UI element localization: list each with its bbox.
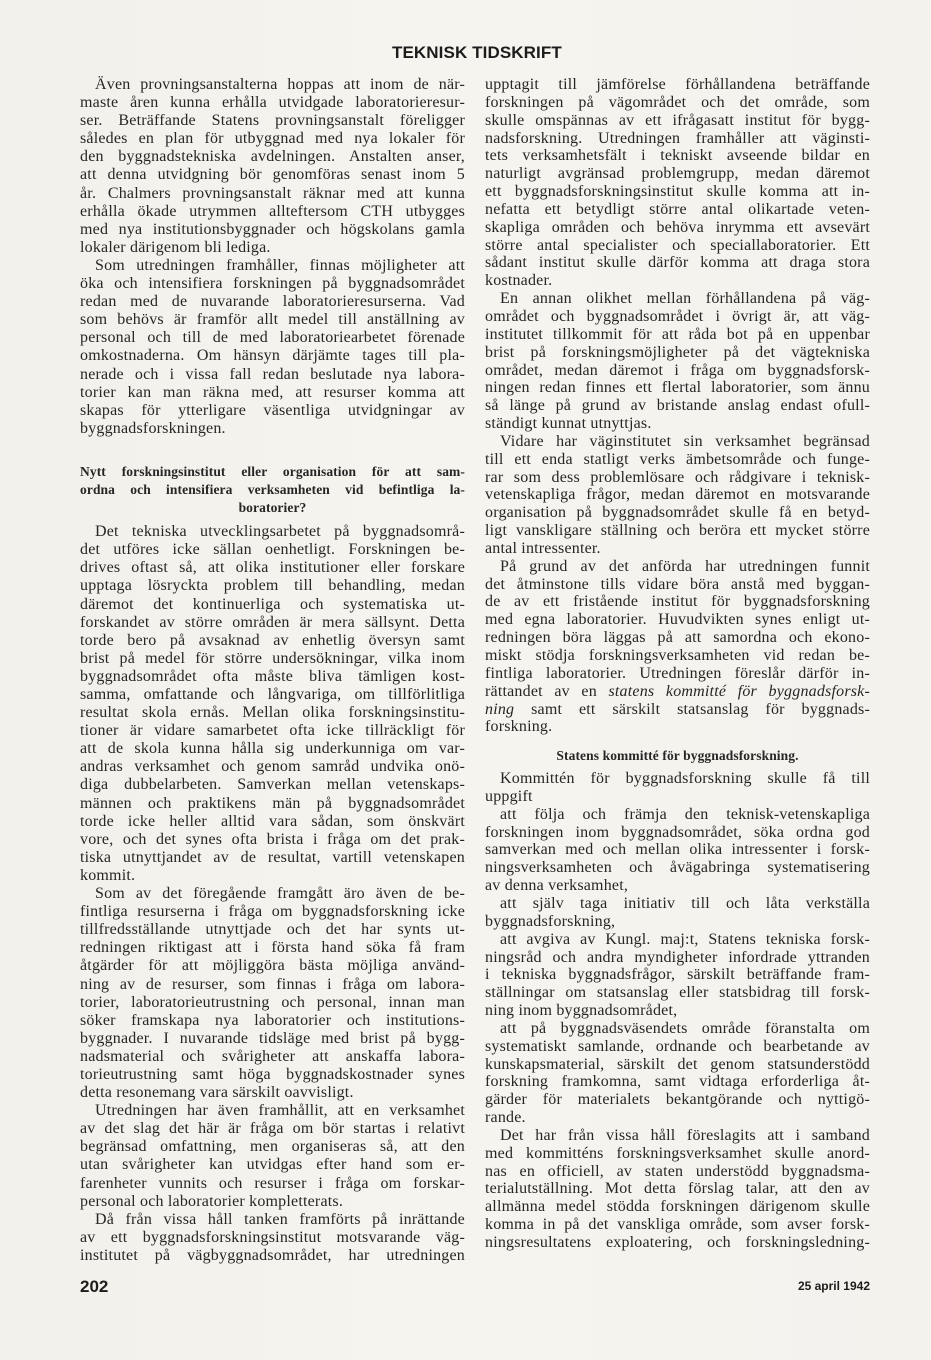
text-line: torde bero på avsaknad av enhetlig översyn samt bbox=[80, 631, 465, 649]
italic-text: ning bbox=[485, 700, 515, 718]
heading-line: boratorier? bbox=[238, 500, 307, 516]
text-line: resultat skola ernås. Mellan olika forskningsinstitu- bbox=[80, 704, 465, 722]
text-line: tillfredsställande utnyttjade och det har synts ut- bbox=[80, 921, 465, 939]
paragraph bbox=[80, 1102, 465, 1211]
text-line: till ett enda statligt verks ämbetsområde och funge- bbox=[485, 450, 870, 468]
text-line: torier kan man räkna med, att resurser komma att bbox=[80, 383, 465, 401]
text-line: fintliga laboratorier. Utredningen föreslår därför in- bbox=[485, 664, 870, 682]
text-line: sådant institut skulle därför komma att draga stora bbox=[485, 254, 870, 272]
text-line: ser. Beträffande Statens provningsanstalt föreligger bbox=[80, 112, 465, 130]
text-line: forskning. bbox=[485, 718, 553, 736]
text-line: tioner är vidare samarbetet ofta icke tillräckligt för bbox=[80, 722, 465, 740]
text-line: skulle omspännas av ett ifrågasatt institut för bygg- bbox=[485, 111, 870, 129]
text-line: nas en officiell, av staten understödd byggnadsma- bbox=[485, 1162, 870, 1180]
text-line: vetenskapliga frågor, medan däremot en motsvarande bbox=[485, 486, 870, 504]
text-line: söker framskapa nya laboratorier och institutions- bbox=[80, 1011, 465, 1029]
column-left bbox=[80, 76, 465, 1265]
text-line: av denna verksamhet, bbox=[485, 877, 629, 895]
text-line: Det har från vissa håll föreslagits att i samband bbox=[500, 1126, 870, 1144]
text-line: miskt stödja forskningsverksamheten vid redan be- bbox=[485, 647, 870, 664]
text-line: begränsad omfattning, men organiseras så, att den bbox=[80, 1138, 465, 1156]
text-segment: rättandet av en bbox=[485, 682, 609, 700]
text-line: tiska utnyttjandet av de resultat, vartill vetenskapen bbox=[80, 848, 465, 866]
text-line: upptaga lösryckta problem till behandling, medan bbox=[80, 577, 465, 595]
text-line: ning inom byggnadsområdet, bbox=[485, 1002, 678, 1020]
text-line: redningen riktigast att i första hand söka få fram bbox=[80, 939, 465, 957]
text-line: organisation på byggnadsområdet skulle få en betyd- bbox=[485, 504, 870, 522]
text-line: komma in på det vanskliga område, som avser forsk- bbox=[485, 1216, 870, 1234]
page-number: 202 bbox=[80, 1277, 109, 1296]
text-line: ningen redan finnes ett flertal laboratorier, som ännu bbox=[485, 379, 870, 397]
text-line: forskning framkomna, samt vidtaga erforderliga åt- bbox=[485, 1073, 870, 1091]
section-heading bbox=[485, 747, 870, 765]
text-line: nadsforskning. Utredningen framhåller att väginsti- bbox=[485, 129, 870, 147]
text-line: rar som dess problemlösare och rådgivare i teknisk- bbox=[485, 468, 870, 486]
paragraph bbox=[485, 558, 870, 736]
text-line: nerade och i vissa fall redan beslutade nya labora- bbox=[80, 365, 465, 383]
text-line: kommit. bbox=[80, 866, 136, 884]
text-line: med kommitténs forskningsverksamhet skulle anord- bbox=[485, 1144, 870, 1162]
text-line: således en plan för utbyggnad med nya lokaler för bbox=[80, 130, 465, 148]
paragraph bbox=[485, 1127, 870, 1252]
text-line: nefatta ett betydligt större antal olikartade veten- bbox=[485, 200, 870, 218]
text-line: Det tekniska utvecklingsarbetet på byggnadsområ- bbox=[95, 523, 465, 541]
text-line: samverkan med och mellan olika intressenter i forsk- bbox=[485, 841, 870, 859]
text-line: så länge på grund av bristande anslag endast ofull- bbox=[485, 397, 870, 415]
text-line: ligt vanskligare ställning och beröra ett mycket större bbox=[485, 522, 870, 540]
text-line: skapas för ytterligare väsentliga utvidgningar av bbox=[80, 401, 465, 419]
text-line: personal och till de med laboratoriearbetet förenade bbox=[80, 329, 465, 347]
text-line: erhålla ökade utrymmen allteftersom CTH utbygges bbox=[80, 202, 465, 220]
text-line: vore, och det synes ofta brista i fråga om det prak- bbox=[80, 830, 465, 848]
text-line: ningsråd och andra myndigheter infordrade yttranden bbox=[485, 948, 870, 966]
text-line: Kommittén för byggnadsforskning skulle få till bbox=[500, 770, 870, 788]
text-line: ning av de resurser, som finnas i fråga om labora- bbox=[80, 975, 465, 993]
text-line: området och byggnadsområdet i övrigt är, att väg- bbox=[485, 307, 870, 325]
text-line: utan svårigheter kan utvidgas efter hand som er- bbox=[80, 1156, 465, 1174]
text-line: terialutställning. Mot detta förslag talar, att den av bbox=[485, 1180, 870, 1198]
text-line: med nya institutionsbyggnader och högskolans gamla bbox=[80, 220, 465, 238]
text-line: att på byggnadsväsendets område föranstalta om bbox=[500, 1019, 870, 1037]
text-line: lokaler därigenom bli lediga. bbox=[80, 238, 271, 256]
text-line: gärder för materialets bekantgörande och nyttigö- bbox=[485, 1091, 870, 1109]
text-line: Som utredningen framhåller, finnas möjligheter att bbox=[95, 256, 465, 274]
text-line: byggnader. I nuvarande tidsläge med brist på bygg- bbox=[80, 1029, 465, 1047]
paragraph bbox=[80, 885, 465, 1102]
text-line: forskningen på vägområdet och det område, som bbox=[485, 93, 870, 111]
text-line: naturligt avgränsad problemgrupp, medan däremot bbox=[485, 165, 870, 183]
text-line: Även provningsanstalterna hoppas att inom de när- bbox=[95, 76, 465, 93]
text-line: brist på medel för större undersökningar, vilka inom bbox=[80, 649, 465, 667]
text-line: tets verksamhetsfält i tekniskt avseende bildar en bbox=[485, 147, 870, 165]
text-line: med egna laboratorier. Huvudvikten synes enligt ut- bbox=[485, 611, 870, 629]
paragraph bbox=[485, 806, 870, 895]
text-line bbox=[485, 683, 870, 701]
paragraph bbox=[485, 1020, 870, 1127]
paragraph bbox=[485, 433, 870, 558]
text-line: större antal specialister och speciallaboratorier. Ett bbox=[485, 236, 870, 254]
text-line: i tekniska byggnadsfrågor, särskilt beträffande fram- bbox=[485, 966, 870, 984]
text-line: En annan olikhet mellan förhållandena på väg- bbox=[500, 290, 870, 308]
text-line: torde icke heller alltid vara sådan, som önskvärt bbox=[80, 812, 465, 830]
text-line: drives oftast så, att olika institutioner eller forskare bbox=[80, 559, 465, 577]
text-line: forskandet av större områden är mera sällsynt. Detta bbox=[80, 613, 465, 631]
text-line: ständigt kunnat utnyttjas. bbox=[485, 415, 652, 433]
text-line: andras verksamhet och genom samråd undvika onö- bbox=[80, 758, 465, 776]
text-line: farenheter vunnits och resurser i fråga om forskar- bbox=[80, 1174, 465, 1192]
text-line: allmänna medel stödda forskningen därigenom skulle bbox=[485, 1198, 870, 1216]
paragraph bbox=[485, 76, 870, 290]
text-line: att de skola kunna hålla sig underkunniga om var- bbox=[80, 740, 465, 758]
text-line: maste åren kunna erhålla utvidgade laboratorieresur- bbox=[80, 94, 465, 112]
heading-line: Nytt forskningsinstitut eller organisation för att sam- bbox=[80, 463, 465, 479]
paragraph bbox=[485, 770, 870, 806]
text-line: antal intressenter. bbox=[485, 539, 601, 557]
paragraph bbox=[80, 1211, 465, 1265]
text-line: nadsmaterial och svårigheter att anskaffa labora- bbox=[80, 1047, 465, 1065]
text-line: området, medan däremot i fråga om byggnadsforsk- bbox=[485, 361, 870, 379]
text-line: byggnadsforskningen. bbox=[80, 419, 226, 437]
text-line: detta resonemang vara särskilt oavvisligt. bbox=[80, 1084, 354, 1102]
text-line: som behövs är framför allt medel till anställning av bbox=[80, 311, 465, 329]
text-line: att följa och främja den teknisk-vetenskapliga bbox=[500, 805, 870, 823]
text-line: institutet tillkommit för att råda bot på en uppenbar bbox=[485, 325, 870, 343]
text-line: samma, omfattande och långvariga, om tillförlitliga bbox=[80, 686, 465, 703]
text-line: ningsresultatens exploatering, och forskningsledning- bbox=[485, 1234, 870, 1251]
text-line: däremot det kontinuerliga och systematiska ut- bbox=[80, 595, 465, 613]
text-line: ställningar om statsanslag eller statsbidrag till forsk- bbox=[485, 984, 870, 1002]
heading-line: Statens kommitté för byggnadsforskning. bbox=[556, 748, 799, 764]
text-line bbox=[485, 701, 870, 719]
text-line: kunskapsmaterial, särskilt det genom statsunderstödd bbox=[485, 1055, 870, 1073]
text-line: diga dubbelarbeten. Samverkan mellan vetenskaps- bbox=[80, 776, 465, 794]
text-line: de av ett fristående institut för byggnadsforskning bbox=[485, 593, 870, 611]
issue-date: 25 april 1942 bbox=[797, 1279, 870, 1293]
paragraph bbox=[485, 895, 870, 931]
paragraph bbox=[80, 257, 465, 438]
text-line: systematiskt samlande, ordnande och bearbetande av bbox=[485, 1037, 870, 1055]
text-line: år. Chalmers provningsanstalt räknar med att kunna bbox=[80, 184, 465, 202]
paragraph bbox=[485, 931, 870, 1020]
text-segment: samt ett särskilt statsanslag för byggnads- bbox=[514, 700, 870, 718]
text-line: av det slag det här är fråga om bör startas i relativt bbox=[80, 1120, 465, 1138]
text-line: kostnader. bbox=[485, 272, 553, 290]
text-line: fintliga resurserna i fråga om byggnadsforskning icke bbox=[80, 903, 465, 921]
text-line: forskningen inom byggnadsområdet, söka ordna god bbox=[485, 823, 870, 841]
paragraph bbox=[80, 76, 465, 257]
paragraph bbox=[485, 290, 870, 433]
text-line: upptagit till jämförelse förhållandena beträffande bbox=[485, 76, 870, 93]
italic-text: statens kommitté för byggnadsforsk- bbox=[608, 682, 871, 700]
column-right bbox=[485, 76, 870, 1252]
text-line: att avgiva av Kungl. maj:t, Statens tekniska forsk- bbox=[500, 930, 870, 948]
text-line: det åtminstone tills vidare böra anstå med byggan- bbox=[485, 575, 870, 593]
text-line: uppgift bbox=[485, 787, 533, 805]
section-heading bbox=[80, 463, 465, 517]
text-line: männen och praktikens män på byggnadsområdet bbox=[80, 794, 465, 812]
text-line: Vidare har väginstitutet sin verksamhet begränsad bbox=[500, 432, 870, 450]
text-line: det utföres icke sällan oenhetligt. Forskningen be- bbox=[80, 541, 465, 559]
text-line: redningen böra läggas på att samordna och ekono- bbox=[485, 629, 870, 647]
text-line: torieutrustning samt höga byggnadskostnader synes bbox=[80, 1065, 465, 1083]
text-line: personal och laboratorier kompletterats. bbox=[80, 1192, 344, 1210]
text-line: På grund av det anförda har utredningen funnit bbox=[500, 557, 870, 575]
text-line: åtgärder för att möjliggöra bästa möjliga använd- bbox=[80, 957, 465, 975]
text-line: Utredningen har även framhållit, att en verksamhet bbox=[95, 1102, 465, 1120]
masthead: TEKNISK TIDSKRIFT bbox=[392, 43, 562, 62]
text-line: rande. bbox=[485, 1109, 526, 1127]
heading-line: ordna och intensifiera verksamheten vid befintliga la- bbox=[80, 481, 465, 497]
paragraph bbox=[80, 523, 465, 885]
text-line: ett byggnadsforskningsinstitut skulle komma att in- bbox=[485, 183, 870, 201]
text-line: av ett byggnadsforskningsinstitut motsvarande väg- bbox=[80, 1228, 465, 1246]
text-line: omkostnaderna. Om hänsyn därjämte tages till pla- bbox=[80, 347, 465, 365]
text-line: att själv taga initiativ till och låta verkställa bbox=[500, 894, 870, 912]
text-line: redan med de nuvarande laboratorieresurserna. Vad bbox=[80, 293, 465, 311]
text-line: att denna utvidgning bör genomföras senast inom 5 bbox=[80, 166, 465, 184]
text-line: Som av det föregående framgått äro även de be- bbox=[95, 885, 465, 903]
text-line: skapliga områden och behöva inrymma ett avsevärt bbox=[485, 218, 870, 236]
text-line: ningsverksamheten och åvägabringa systematisering bbox=[485, 859, 870, 877]
text-line: den byggnadstekniska avdelningen. Anstalten anser, bbox=[80, 148, 465, 166]
text-line: byggnadsområdet ofta måste bliva tämligen kost- bbox=[80, 667, 465, 685]
text-line: institutet på vägbyggnadsområdet, har utredningen bbox=[80, 1246, 465, 1264]
text-line: byggnadsforskning, bbox=[485, 912, 616, 930]
text-line: torier, laboratorieutrustning och personal, innan man bbox=[80, 993, 465, 1011]
text-line: Då från vissa håll tanken framförts på inrättande bbox=[95, 1210, 465, 1228]
text-line: brist på forskningsmöjligheter på det vägtekniska bbox=[485, 343, 870, 361]
text-line: öka och intensifiera forskningen på byggnadsområdet bbox=[80, 275, 465, 293]
